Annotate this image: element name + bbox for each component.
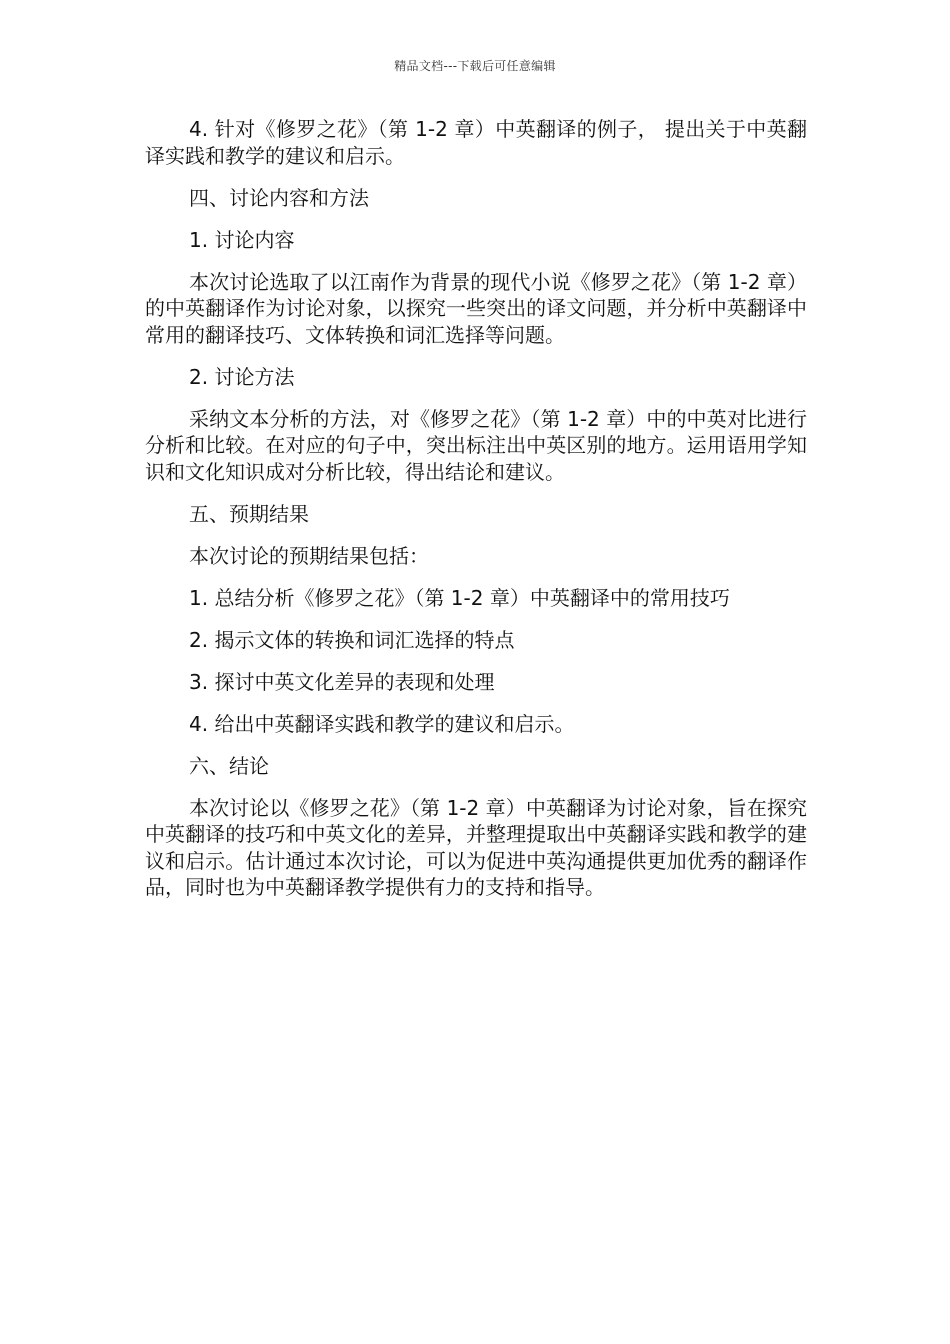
subheading-discussion-method: 2. 讨论方法 [189,364,295,389]
document-body [145,116,807,916]
section-heading-conclusion: 六、结论 [189,753,269,778]
list-item-result-3: 3. 探讨中英文化差异的表现和处理 [189,669,495,694]
paragraph-conclusion: 本次讨论以《修罗之花》（第 1-2 章）中英翻译为讨论对象，旨在探究中英翻译的技巧和中英文化的差异，并整理提取出中英翻译实践和教学的建议和启示。估计通过本次讨论，可以为促进中英沟通提供更加优秀的翻译作品，同时也为中英翻译教学提供有力的支持和指导。 [145,795,807,899]
list-item-result-1: 1. 总结分析《修罗之花》（第 1-2 章）中英翻译中的常用技巧 [189,585,730,610]
paragraph-expected-results-intro: 本次讨论的预期结果包括： [189,543,429,568]
list-item-result-4: 4. 给出中英翻译实践和教学的建议和启示。 [189,711,575,736]
section-heading-discussion: 四、讨论内容和方法 [189,185,369,210]
subheading-discussion-content: 1. 讨论内容 [189,227,295,252]
section-heading-expected-results: 五、预期结果 [189,501,309,526]
list-item-result-2: 2. 揭示文体的转换和词汇选择的特点 [189,627,515,652]
page-header-watermark: 精品文档---下载后可任意编辑 [394,59,556,73]
paragraph-suggestion-item: 4. 针对《修罗之花》（第 1-2 章）中英翻译的例子， 提出关于中英翻译实践和教学的建议和启示。 [145,117,807,168]
paragraph-discussion-method: 采纳文本分析的方法，对《修罗之花》（第 1-2 章）中的中英对比进行分析和比较。在对应的句子中，突出标注出中英区别的地方。运用语用学知识和文化知识成对分析比较，得出结论和建议。 [145,406,807,484]
paragraph-discussion-content: 本次讨论选取了以江南作为背景的现代小说《修罗之花》（第 1-2 章）的中英翻译作为讨论对象，以探究一些突出的译文问题，并分析中英翻译中常用的翻译技巧、文体转换和词汇选择等问题。 [145,269,807,347]
